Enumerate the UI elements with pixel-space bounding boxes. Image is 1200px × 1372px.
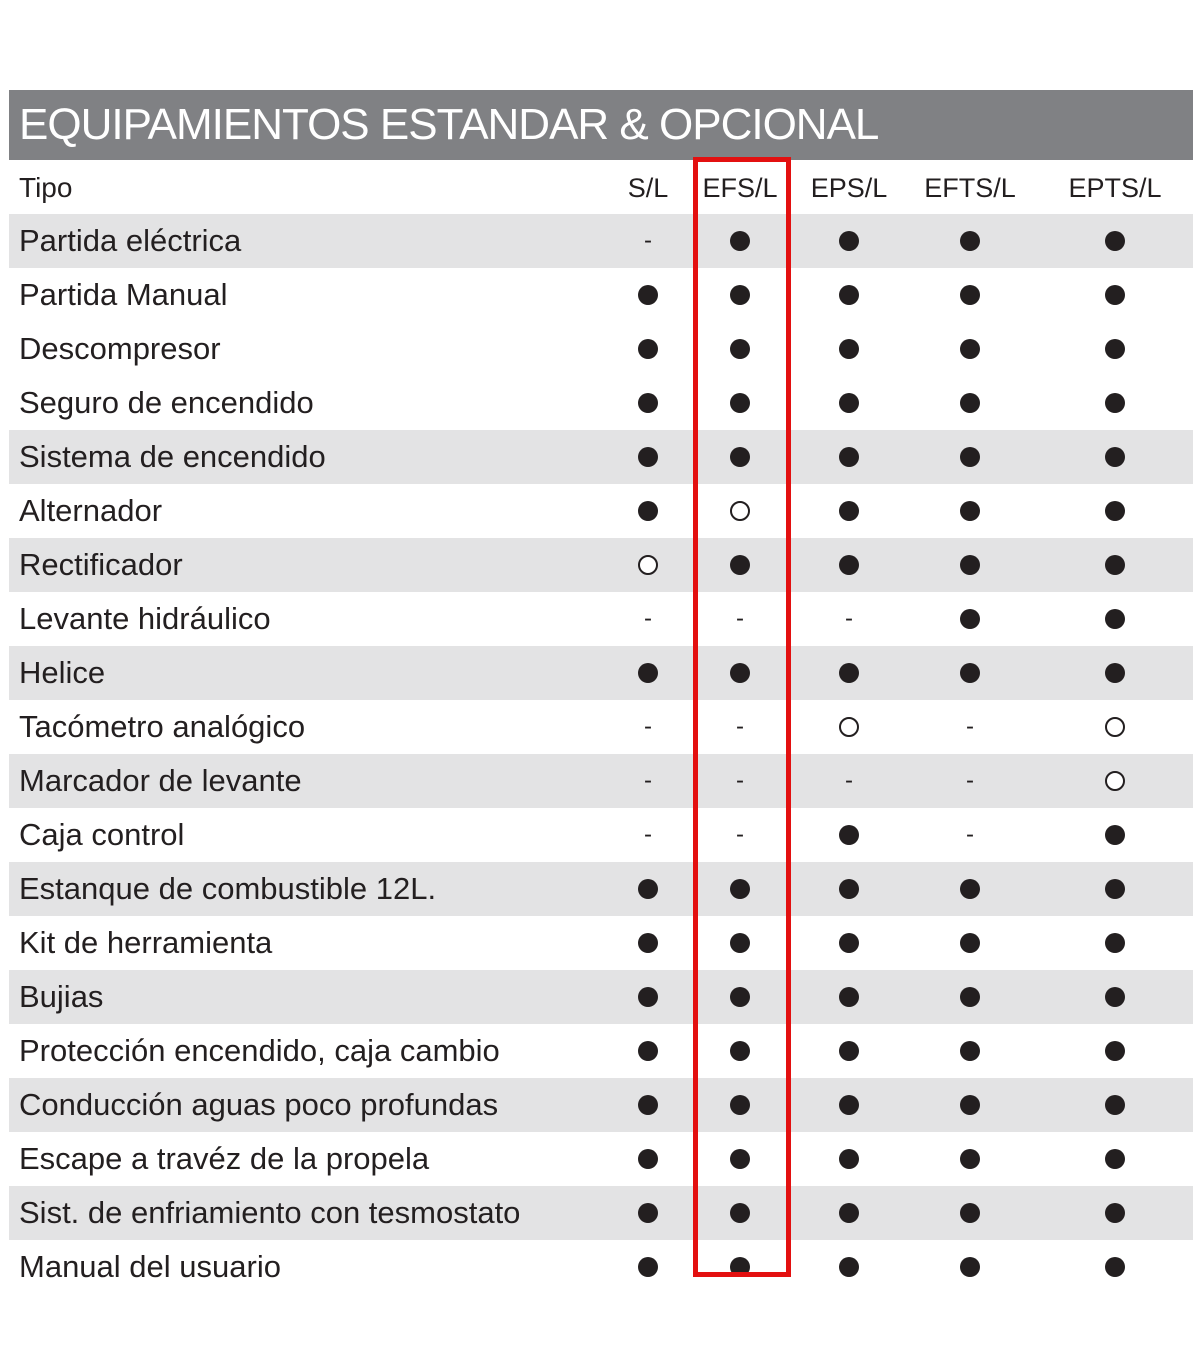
standard-dot-icon: [915, 1186, 1025, 1240]
row-label: Kit de herramienta: [19, 925, 273, 960]
table-row: [9, 1078, 1193, 1132]
standard-dot-icon: [685, 322, 795, 376]
table-row: [9, 754, 1193, 808]
standard-dot-icon: [915, 214, 1025, 268]
table-row: [9, 1132, 1193, 1186]
row-label: Levante hidráulico: [19, 601, 271, 636]
dash-text: -: [845, 605, 853, 632]
standard-dot-icon: [915, 862, 1025, 916]
row-label: Estanque de combustible 12L.: [19, 871, 437, 906]
standard-dot-icon: [794, 214, 904, 268]
standard-dot-icon: [794, 430, 904, 484]
standard-dot-icon: [794, 862, 904, 916]
page-title: EQUIPAMIENTOS ESTANDAR & OPCIONAL: [19, 100, 879, 149]
standard-dot-icon: [794, 484, 904, 538]
standard-dot-icon: [794, 376, 904, 430]
standard-dot-icon: [915, 484, 1025, 538]
standard-dot-icon: [1060, 1132, 1170, 1186]
dash-text: -: [966, 713, 974, 740]
row-label: Tacómetro analógico: [19, 709, 306, 744]
standard-dot-icon: [794, 1186, 904, 1240]
optional-ring-icon: [1060, 754, 1170, 808]
standard-dot-icon: [794, 1132, 904, 1186]
dash-text: -: [736, 713, 744, 740]
row-label: Manual del usuario: [19, 1249, 281, 1284]
standard-dot-icon: [685, 268, 795, 322]
title-banner: [9, 90, 1193, 160]
table-row: [9, 322, 1193, 376]
standard-dot-icon: [915, 1024, 1025, 1078]
standard-dot-icon: [1060, 1186, 1170, 1240]
standard-dot-icon: [685, 1186, 795, 1240]
standard-dot-icon: [1060, 592, 1170, 646]
not-available-dash: [915, 700, 1025, 754]
row-label: Marcador de levante: [19, 763, 302, 798]
standard-dot-icon: [685, 970, 795, 1024]
standard-dot-icon: [915, 538, 1025, 592]
standard-dot-icon: [794, 538, 904, 592]
column-header-epsl: EPS/L: [810, 172, 888, 203]
row-label: Conducción aguas poco profundas: [19, 1087, 499, 1122]
table-header-row: [9, 162, 1193, 214]
row-label: Partida Manual: [19, 277, 228, 312]
standard-dot-icon: [685, 862, 795, 916]
dash-text: -: [644, 227, 652, 254]
column-header-sl: S/L: [627, 172, 669, 203]
dash-text: -: [845, 767, 853, 794]
row-label: Partida eléctrica: [19, 223, 242, 258]
dash-text: -: [736, 821, 744, 848]
column-header-eptsl: EPTS/L: [1068, 172, 1162, 203]
table-row: [9, 862, 1193, 916]
standard-dot-icon: [794, 1240, 904, 1294]
standard-dot-icon: [915, 268, 1025, 322]
table-row: [9, 430, 1193, 484]
standard-dot-icon: [915, 970, 1025, 1024]
dash-text: -: [644, 713, 652, 740]
standard-dot-icon: [915, 916, 1025, 970]
dash-text: -: [966, 767, 974, 794]
table-row: [9, 214, 1193, 268]
standard-dot-icon: [794, 916, 904, 970]
dash-text: -: [644, 821, 652, 848]
header-label-tipo: Tipo: [19, 172, 73, 203]
standard-dot-icon: [685, 1078, 795, 1132]
standard-dot-icon: [794, 1078, 904, 1132]
table-row: [9, 538, 1193, 592]
table-row: [9, 646, 1193, 700]
standard-dot-icon: [794, 322, 904, 376]
row-label: Descompresor: [19, 331, 221, 366]
standard-dot-icon: [794, 1024, 904, 1078]
standard-dot-icon: [915, 376, 1025, 430]
standard-dot-icon: [685, 1132, 795, 1186]
standard-dot-icon: [915, 1240, 1025, 1294]
dash-text: -: [736, 767, 744, 794]
row-label: Helice: [19, 655, 106, 690]
standard-dot-icon: [794, 808, 904, 862]
standard-dot-icon: [1060, 1024, 1170, 1078]
standard-dot-icon: [685, 376, 795, 430]
optional-ring-icon: [1060, 700, 1170, 754]
row-label: Bujias: [19, 979, 104, 1014]
standard-dot-icon: [1060, 322, 1170, 376]
standard-dot-icon: [1060, 808, 1170, 862]
standard-dot-icon: [794, 646, 904, 700]
not-available-dash: [685, 754, 795, 808]
not-available-dash: [915, 808, 1025, 862]
not-available-dash: [915, 754, 1025, 808]
standard-dot-icon: [1060, 484, 1170, 538]
standard-dot-icon: [915, 1078, 1025, 1132]
dash-text: -: [966, 821, 974, 848]
table-row: [9, 916, 1193, 970]
dash-text: -: [644, 605, 652, 632]
optional-ring-icon: [685, 484, 795, 538]
standard-dot-icon: [685, 1240, 795, 1294]
table-row: [9, 268, 1193, 322]
row-label: Rectificador: [19, 547, 183, 582]
standard-dot-icon: [915, 646, 1025, 700]
standard-dot-icon: [1060, 1240, 1170, 1294]
equipment-table: [9, 162, 1193, 1294]
not-available-dash: [685, 700, 795, 754]
standard-dot-icon: [915, 592, 1025, 646]
not-available-dash: [794, 754, 904, 808]
standard-dot-icon: [794, 268, 904, 322]
dash-text: -: [644, 767, 652, 794]
table-row: [9, 970, 1193, 1024]
standard-dot-icon: [915, 1132, 1025, 1186]
row-label: Protección encendido, caja cambio: [19, 1033, 500, 1068]
table-row: [9, 700, 1193, 754]
row-label: Sist. de enfriamiento con tesmostato: [19, 1195, 521, 1230]
standard-dot-icon: [1060, 862, 1170, 916]
table-row: [9, 808, 1193, 862]
standard-dot-icon: [1060, 268, 1170, 322]
standard-dot-icon: [1060, 970, 1170, 1024]
table-row: [9, 1024, 1193, 1078]
table-row: [9, 484, 1193, 538]
standard-dot-icon: [1060, 538, 1170, 592]
standard-dot-icon: [1060, 430, 1170, 484]
standard-dot-icon: [685, 214, 795, 268]
standard-dot-icon: [794, 970, 904, 1024]
not-available-dash: [794, 592, 904, 646]
standard-dot-icon: [1060, 1078, 1170, 1132]
standard-dot-icon: [1060, 646, 1170, 700]
not-available-dash: [685, 592, 795, 646]
table-row: [9, 1186, 1193, 1240]
row-label: Escape a travéz de la propela: [19, 1141, 430, 1176]
dash-text: -: [736, 605, 744, 632]
standard-dot-icon: [1060, 376, 1170, 430]
standard-dot-icon: [1060, 214, 1170, 268]
optional-ring-icon: [794, 700, 904, 754]
row-label: Sistema de encendido: [19, 439, 326, 474]
standard-dot-icon: [685, 646, 795, 700]
column-header-eftsl: EFTS/L: [924, 172, 1016, 203]
standard-dot-icon: [1060, 916, 1170, 970]
standard-dot-icon: [685, 1024, 795, 1078]
table-row: [9, 592, 1193, 646]
row-label: Alternador: [19, 493, 163, 528]
row-label: Caja control: [19, 817, 185, 852]
column-header-efsl: EFS/L: [702, 172, 778, 203]
standard-dot-icon: [915, 322, 1025, 376]
row-label: Seguro de encendido: [19, 385, 314, 420]
table-row: [9, 376, 1193, 430]
table-row: [9, 1240, 1193, 1294]
standard-dot-icon: [685, 916, 795, 970]
not-available-dash: [685, 808, 795, 862]
standard-dot-icon: [915, 430, 1025, 484]
standard-dot-icon: [685, 538, 795, 592]
standard-dot-icon: [685, 430, 795, 484]
